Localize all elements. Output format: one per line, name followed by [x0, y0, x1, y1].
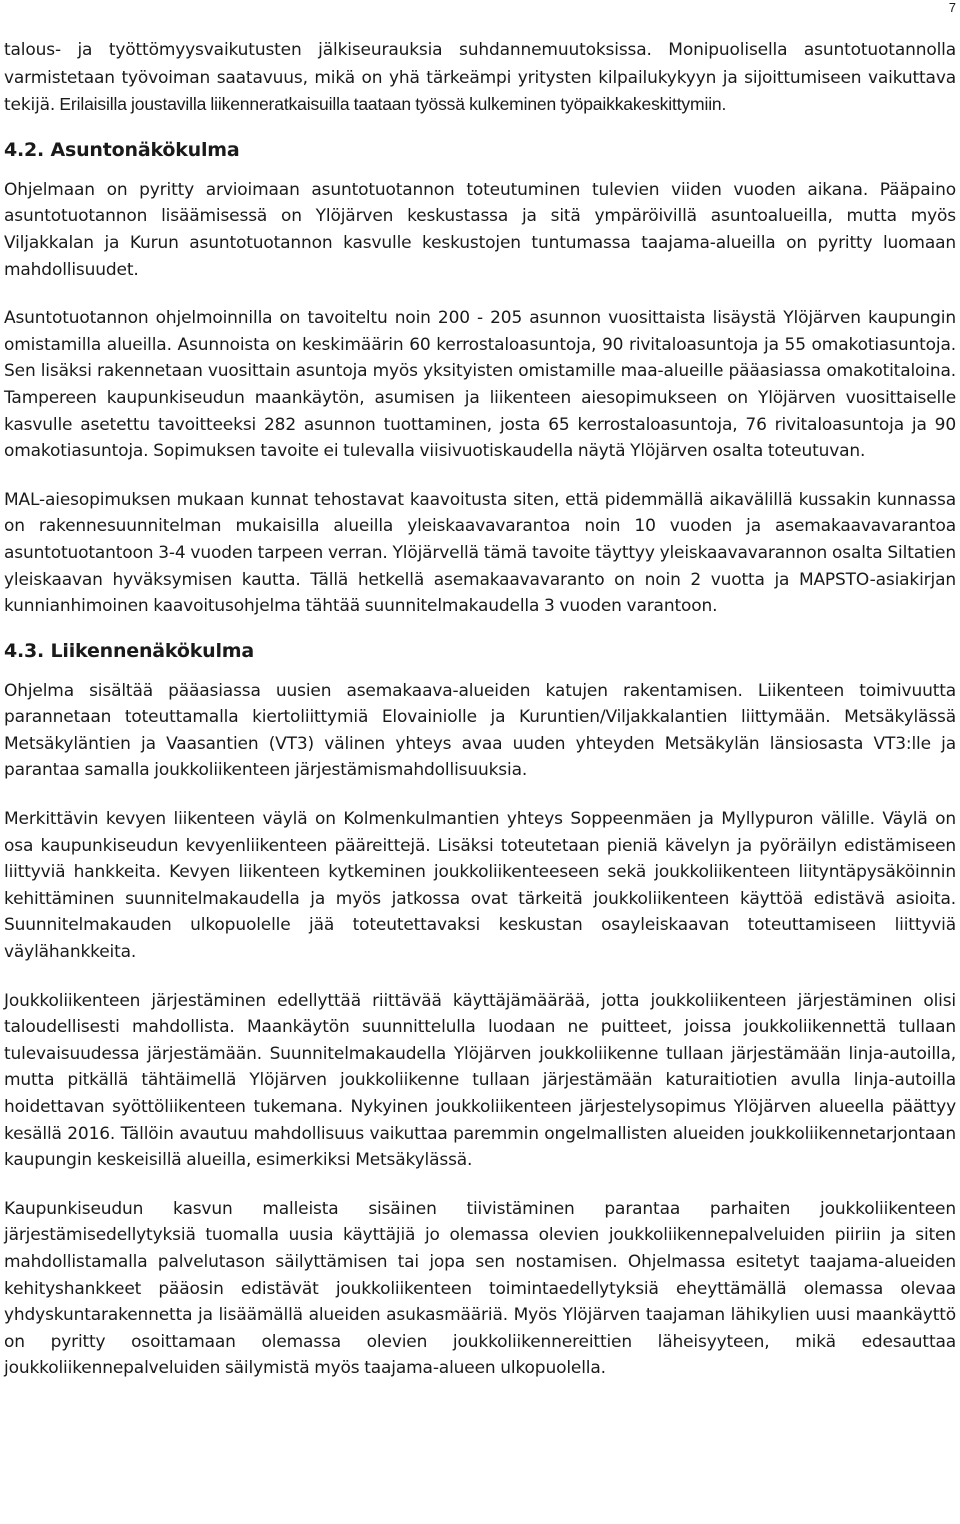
- paragraph: Kaupunkiseudun kasvun malleista sisäinen tiivistäminen parantaa parhaiten joukkoliikenteen järjestämisedellytyksiä tuomalla uusia käyttäjiä jo olemassa olevien joukkoliikennepalveluiden piiriin ja siten mahdollistamalla palvelutason säilyttämisen tai jopa sen nostamisen. Ohjelmassa esitetyt taajama-alueiden kehityshankkeet pääosin edistävät joukkoliikenteen toimintaedellytyksiä eheyttämällä olemassa olevaa yhdyskuntarakennetta ja lisäämällä alueiden asukasmääriä. Myös Ylöjärven taajaman lähikylien uusi maankäyttö on pyritty osoittamaan olemassa olevien joukkoliikennereittien läheisyyteen, mikä edesauttaa joukkoliikennepalveluiden säilymistä myös taajama-alueen ulkopuolella.: [4, 1198, 956, 1379]
- document-body: [4, 36, 956, 1382]
- intro-lead-text: talous- ja työttömyysvaikutusten jälkiseurauksia suhdannemuutoksissa. Monipuolisella asuntotuotannolla varmistetaan työvoiman saatavuus, mikä on yhä tärkeämpi yritysten kilpailukykyyn ja sijoittumiseen vaikuttava tekijä.: [4, 40, 956, 116]
- page-number: 7: [948, 0, 956, 15]
- section-heading-4-3: 4.3. Liikennenäkökulma: [4, 639, 254, 662]
- intro-paragraph: [4, 36, 956, 119]
- paragraph: Ohjelmaan on pyritty arvioimaan asuntotuotannon toteutuminen tulevien viiden vuoden aikana. Pääpaino asuntotuotannon lisäämisessä on Ylöjärven keskustassa ja sitä ympäröivillä asuntoalueilla, mutta myös Viljakkalan ja Kurun asuntotuotannon kasvulle keskustojen tuntumassa taajama-alueilla on pyritty luomaan mahdollisuudet.: [4, 179, 956, 280]
- intro-rest-text: Erilaisilla joustavilla liikenneratkaisuilla taataan työssä kulkeminen työpaikkakeskittymiin.: [55, 94, 727, 115]
- paragraph: Joukkoliikenteen järjestäminen edellyttää riittävää käyttäjämäärää, jotta joukkoliikenteen järjestäminen olisi taloudellisesti mahdollista. Maankäytön suunnittelulla luodaan ne puitteet, joissa joukkoliikennettä tullaan tulevaisuudessa järjestämään. Suunnitelmakaudella Ylöjärven joukkoliikenne tullaan järjestämään linja-autoilla, mutta pitkällä tähtäimellä Ylöjärven joukkoliikenne tullaan järjestämään katuraitiotien avulla linja-autoilla hoidettavan syöttöliikenteen tukemana. Nykyinen joukkoliikenteen järjestelysopimus Ylöjärven alueella päättyy kesällä 2016. Tällöin avautuu mahdollisuus vaikuttaa paremmin ongelmallisten alueiden joukkoliikennetarjontaan kaupungin keskeisillä alueilla, esimerkiksi Metsäkylässä.: [4, 990, 956, 1171]
- paragraph: MAL-aiesopimuksen mukaan kunnat tehostavat kaavoitusta siten, että pidemmällä aikavälillä kussakin kunnassa on rakennesuunnitelman mukaisilla alueilla yleiskaavavarantoa noin 10 vuoden ja asemakaavavarantoa asuntotuotantoon 3-4 vuoden tarpeen verran. Ylöjärvellä tämä tavoite täyttyy yleiskaavavarannon osalta Siltatien yleiskaavan hyväksymisen kautta. Tällä hetkellä asemakaavavaranto on noin 2 vuotta ja MAPSTO-asiakirjan kunnianhimoinen kaavoitusohjelma tähtää suunnitelmakaudella 3 vuoden varantoon.: [4, 489, 956, 617]
- paragraph: Merkittävin kevyen liikenteen väylä on Kolmenkulmantien yhteys Soppeenmäen ja Myllypuron välille. Väylä on osa kaupunkiseudun kevyenliikenteen pääreittejä. Lisäksi toteutetaan pieniä kävelyn ja pyöräilyn edistämiseen liittyviä hankkeita. Kevyen liikenteen kytkeminen joukkoliikenteeseen sekä joukkoliikenteen liityntäpysäköinnin kehittäminen suunnitelmakaudella ja myös jatkossa ovat tärkeitä joukkoliikenteen käyttöä edistävä asioita. Suunnitelmakauden ulkopuolelle jää toteutettavaksi keskustan osayleiskaavan toteuttamiseen liittyviä väylähankkeita.: [4, 809, 956, 963]
- paragraph: Ohjelma sisältää pääasiassa uusien asemakaava-alueiden katujen rakentamisen. Liikenteen toimivuutta parannetaan toteuttamalla kiertoliittymiä Elovainiolle ja Kuruntien/Viljakkalantien liittymään. Metsäkylässä Metsäkyläntien ja Vaasantien (VT3) välinen yhteys avaa uuden yhteyden Metsäkylän länsiosasta VT3:lle ja parantaa samalla joukkoliikenteen järjestämismahdollisuuksia.: [4, 680, 956, 781]
- section-heading-4-2: 4.2. Asuntonäkökulma: [4, 138, 240, 161]
- paragraph: Asuntotuotannon ohjelmoinnilla on tavoiteltu noin 200 - 205 asunnon vuosittaista lisäystä Ylöjärven kaupungin omistamilla alueilla. Asunnoista on keskimäärin 60 kerrostaloasuntoja, 90 rivitaloasuntoja ja 55 omakotiasuntoja. Sen lisäksi rakennetaan vuosittain asuntoja myös yksityisten omistamille maa-alueille pääasiassa omakotitaloina. Tampereen kaupunkiseudun maankäytön, asumisen ja liikenteen aiesopimukseen on Ylöjärven vuosittaiselle kasvulle asetettu tavoitteeksi 282 asunnon tuottaminen, josta 65 kerrostaloasuntoja, 76 rivitaloasuntoja ja 90 omakotiasuntoja. Sopimuksen tavoite ei tulevalla viisivuotiskaudella näytä Ylöjärven osalta toteutuvan.: [4, 308, 956, 462]
